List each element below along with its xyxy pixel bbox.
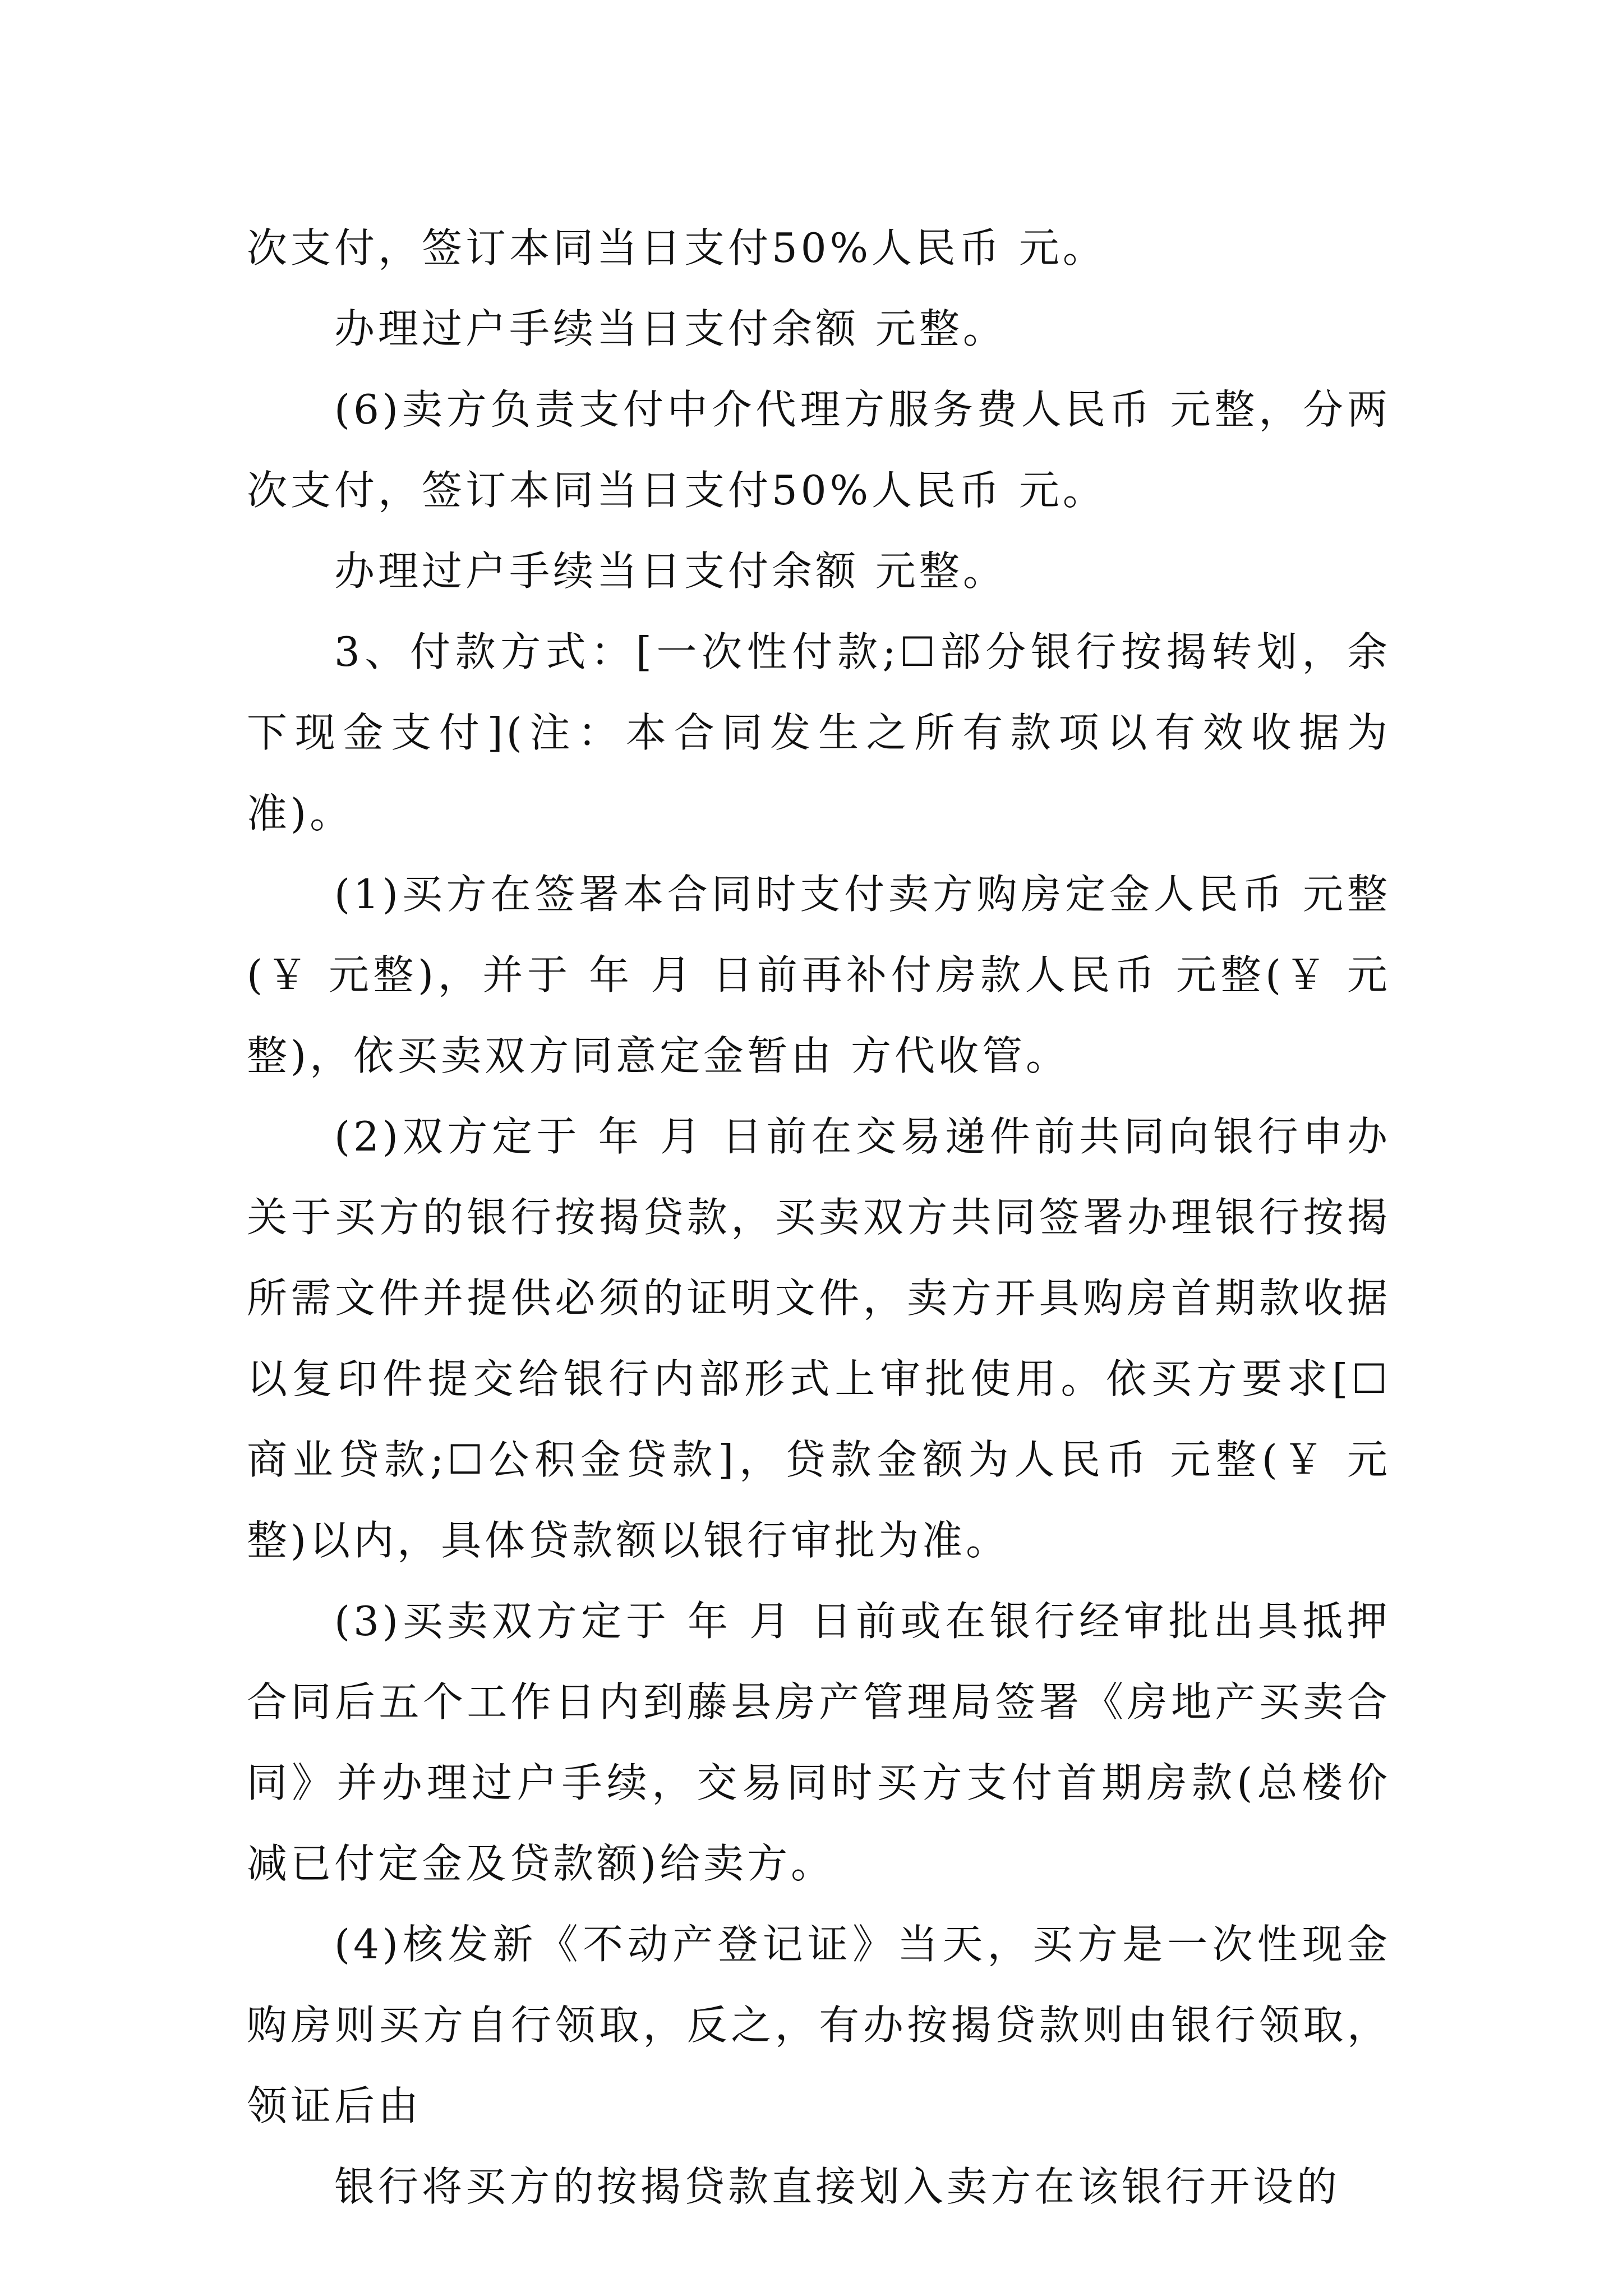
- paragraph-2: 办理过户手续当日支付余额 元整。: [334, 305, 1007, 352]
- paragraph-5: 3、付款方式：[一次性付款;☐部分银行按揭转划，余下现金支付](注：本合同发生之所有款项以有效收据为准)。: [247, 628, 1391, 837]
- paragraph-3: (6)卖方负责支付中介代理方服务费人民币 元整，分两次支付，签订本同当日支付50%人民币 元。: [247, 386, 1391, 514]
- paragraph-1: 次支付，签订本同当日支付50%人民币 元。: [247, 224, 1106, 272]
- paragraph-6: (1)买方在签署本合同时支付卖方购房定金人民币 元整(￥ 元整)，并于 年 月 日前再补付房款人民币 元整(￥ 元整)，依买卖双方同意定金暂由 方代收管。: [247, 871, 1391, 1079]
- paragraph-9: (4)核发新《不动产登记证》当天，买方是一次性现金购房则买方自行领取，反之，有办按揭贷款则由银行领取，领证后由: [247, 1921, 1391, 2129]
- document-body: [247, 208, 1391, 2227]
- paragraph-4: 办理过户手续当日支付余额 元整。: [334, 547, 1007, 595]
- paragraph-10: 银行将买方的按揭贷款直接划入卖方在该银行开设的: [334, 2163, 1341, 2210]
- paragraph-8: (3)买卖双方定于 年 月 日前或在银行经审批出具抵押合同后五个工作日内到藤县房产管理局签署《房地产买卖合同》并办理过户手续，交易同时买方支付首期房款(总楼价减已付定金及贷款额)给卖方。: [247, 1598, 1391, 1887]
- paragraph-7: (2)双方定于 年 月 日前在交易递件前共同向银行申办关于买方的银行按揭贷款，买卖双方共同签署办理银行按揭所需文件并提供必须的证明文件，卖方开具购房首期款收据以复印件提交给银行内部形式上审批使用。依买方要求[☐商业贷款;☐公积金贷款]，贷款金额为人民币 元整(￥ 元整)以内，具体贷款额以银行审批为准。: [247, 1113, 1391, 1564]
